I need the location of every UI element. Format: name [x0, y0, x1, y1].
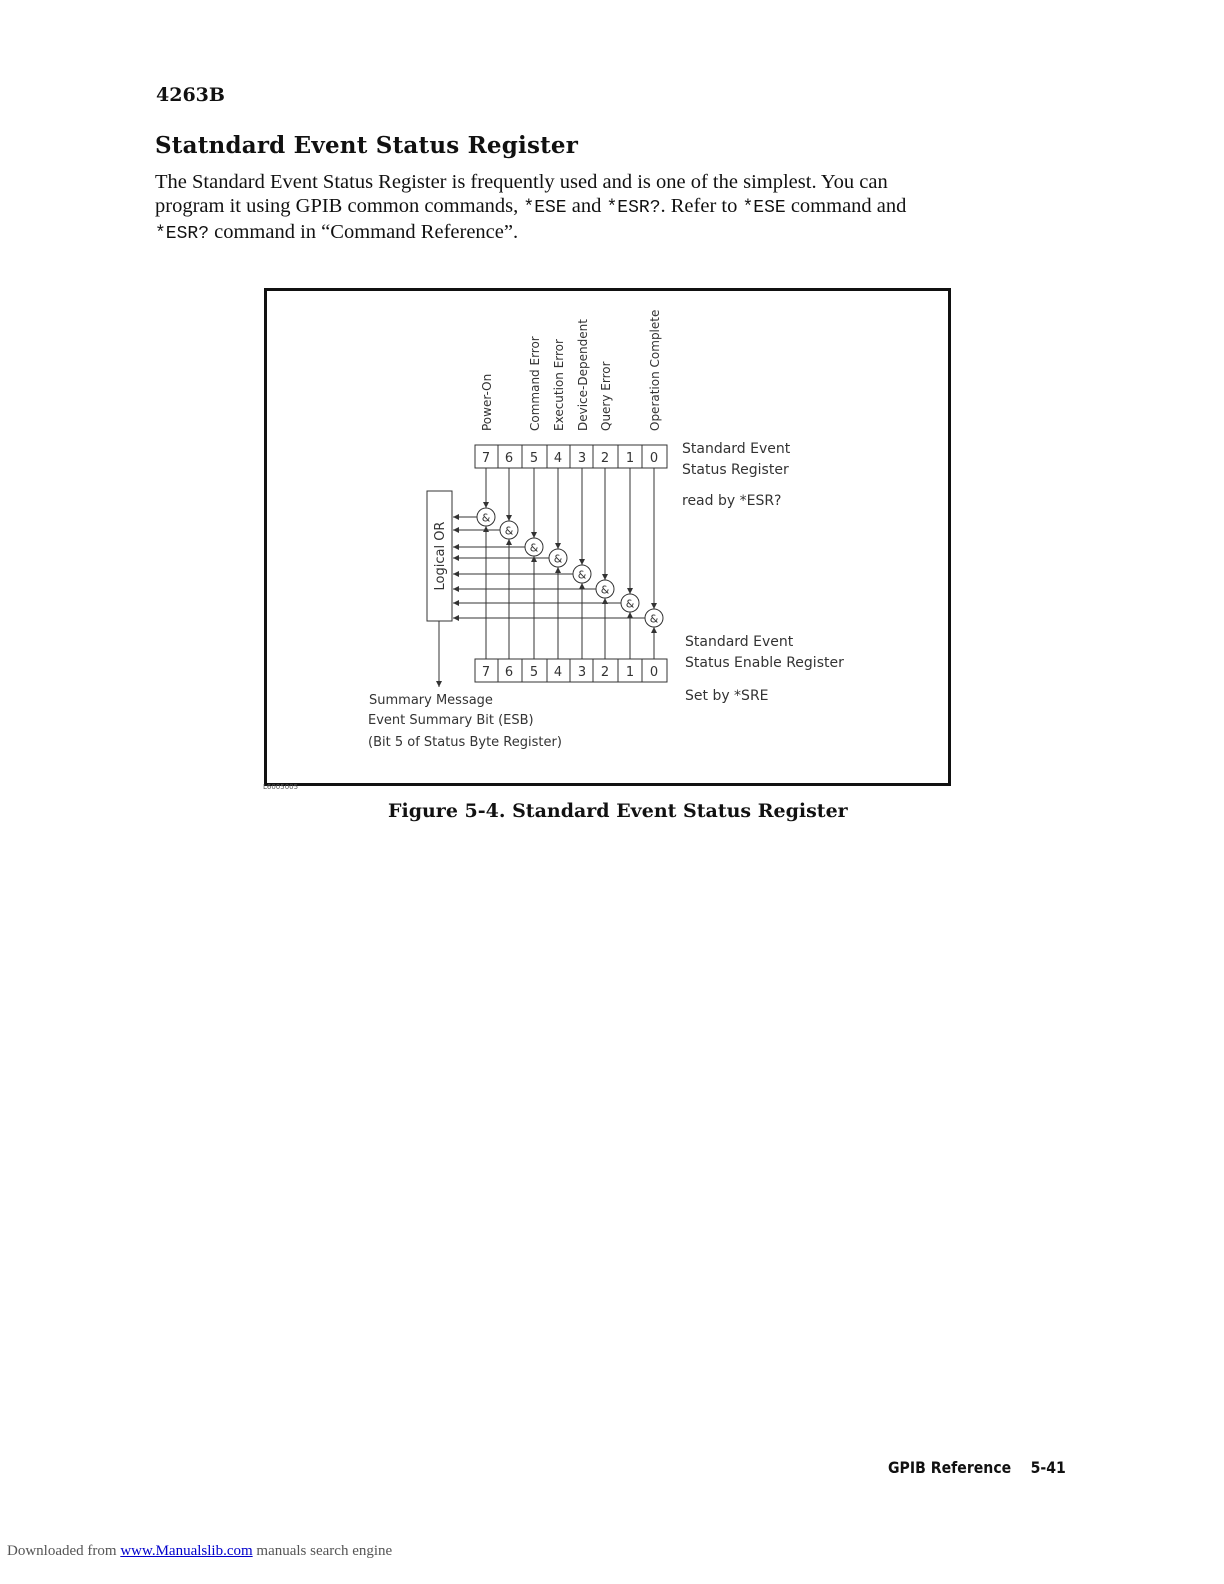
- bit-label: Execution Error: [552, 339, 566, 431]
- and-gate-symbol: &: [649, 612, 659, 626]
- and-gate-symbol: &: [529, 541, 539, 555]
- text-run: command in “Command Reference”.: [209, 221, 519, 243]
- enable-register-bit-1: 1: [625, 665, 635, 680]
- figure-code: L6005005: [263, 783, 299, 791]
- summary-label-3: (Bit 5 of Status Byte Register): [368, 735, 562, 750]
- event-register-label-1: Standard Event: [682, 441, 791, 457]
- figure-caption: Figure 5-4. Standard Event Status Register: [388, 800, 848, 822]
- event-register-bit-6: 6: [504, 451, 514, 466]
- download-note: [7, 1543, 392, 1560]
- enable-register-bit-2: 2: [600, 665, 610, 680]
- event-register-bit-4: 4: [553, 451, 563, 466]
- bit-label: Operation Complete: [648, 309, 662, 431]
- event-register-box: [475, 445, 667, 468]
- and-gate-symbol: &: [481, 511, 491, 525]
- download-suffix: manuals search engine: [252, 1543, 393, 1559]
- enable-register-label-2: Status Enable Register: [685, 655, 844, 671]
- event-register-read-note: read by *ESR?: [682, 493, 782, 509]
- enable-register-bit-7: 7: [481, 665, 491, 680]
- download-prefix: Downloaded from: [7, 1543, 121, 1559]
- text-run: command and: [785, 195, 907, 217]
- text-run: and: [566, 195, 607, 217]
- command-ese-ref: *ESE: [742, 198, 786, 218]
- command-esr: *ESR?: [606, 198, 661, 218]
- bit-label: Device-Dependent: [576, 319, 590, 431]
- and-gate-symbol: &: [553, 552, 563, 566]
- bit-label: Query Error: [599, 361, 613, 431]
- enable-register-bit-3: 3: [577, 665, 587, 680]
- summary-label-1: Summary Message: [369, 693, 493, 708]
- event-register-bit-5: 5: [529, 451, 539, 466]
- page-number: 5-41: [1030, 1458, 1066, 1477]
- footer-section: GPIB Reference: [888, 1458, 1012, 1477]
- enable-register-set-note: Set by *SRE: [685, 688, 769, 704]
- text-run: . Refer to: [660, 195, 743, 217]
- text-run: program it using GPIB common commands,: [155, 195, 524, 217]
- command-esr-ref: *ESR?: [155, 224, 210, 244]
- bit-label: Command Error: [528, 336, 542, 431]
- event-register-label-2: Status Register: [682, 462, 789, 478]
- event-register-bit-2: 2: [600, 451, 610, 466]
- enable-register-bit-5: 5: [529, 665, 539, 680]
- enable-register-bit-0: 0: [649, 665, 659, 680]
- event-register-bit-3: 3: [577, 451, 587, 466]
- section-title: Statndard Event Status Register: [155, 132, 579, 159]
- model-number: 4263B: [156, 84, 225, 106]
- paragraph-line-1: The Standard Event Status Register is frequently used and is one of the simplest. You can: [155, 171, 888, 193]
- and-gate-symbol: &: [625, 597, 635, 611]
- event-register-bit-1: 1: [625, 451, 635, 466]
- enable-register-bit-4: 4: [553, 665, 563, 680]
- enable-register-label-1: Standard Event: [685, 634, 794, 650]
- command-ese: *ESE: [523, 198, 567, 218]
- summary-label-2: Event Summary Bit (ESB): [368, 713, 534, 728]
- logical-or-label: Logical OR: [433, 521, 448, 591]
- event-register-bit-7: 7: [481, 451, 491, 466]
- enable-register-bit-6: 6: [504, 665, 514, 680]
- event-register-bit-0: 0: [649, 451, 659, 466]
- manualslib-link[interactable]: www.Manualslib.com: [120, 1543, 253, 1559]
- and-gate-symbol: &: [504, 524, 514, 538]
- page-footer: [888, 1458, 1066, 1477]
- and-gate-symbol: &: [600, 583, 610, 597]
- bit-label: Power-On: [480, 373, 494, 431]
- and-gate-symbol: &: [577, 568, 587, 582]
- enable-register-box: [475, 659, 667, 682]
